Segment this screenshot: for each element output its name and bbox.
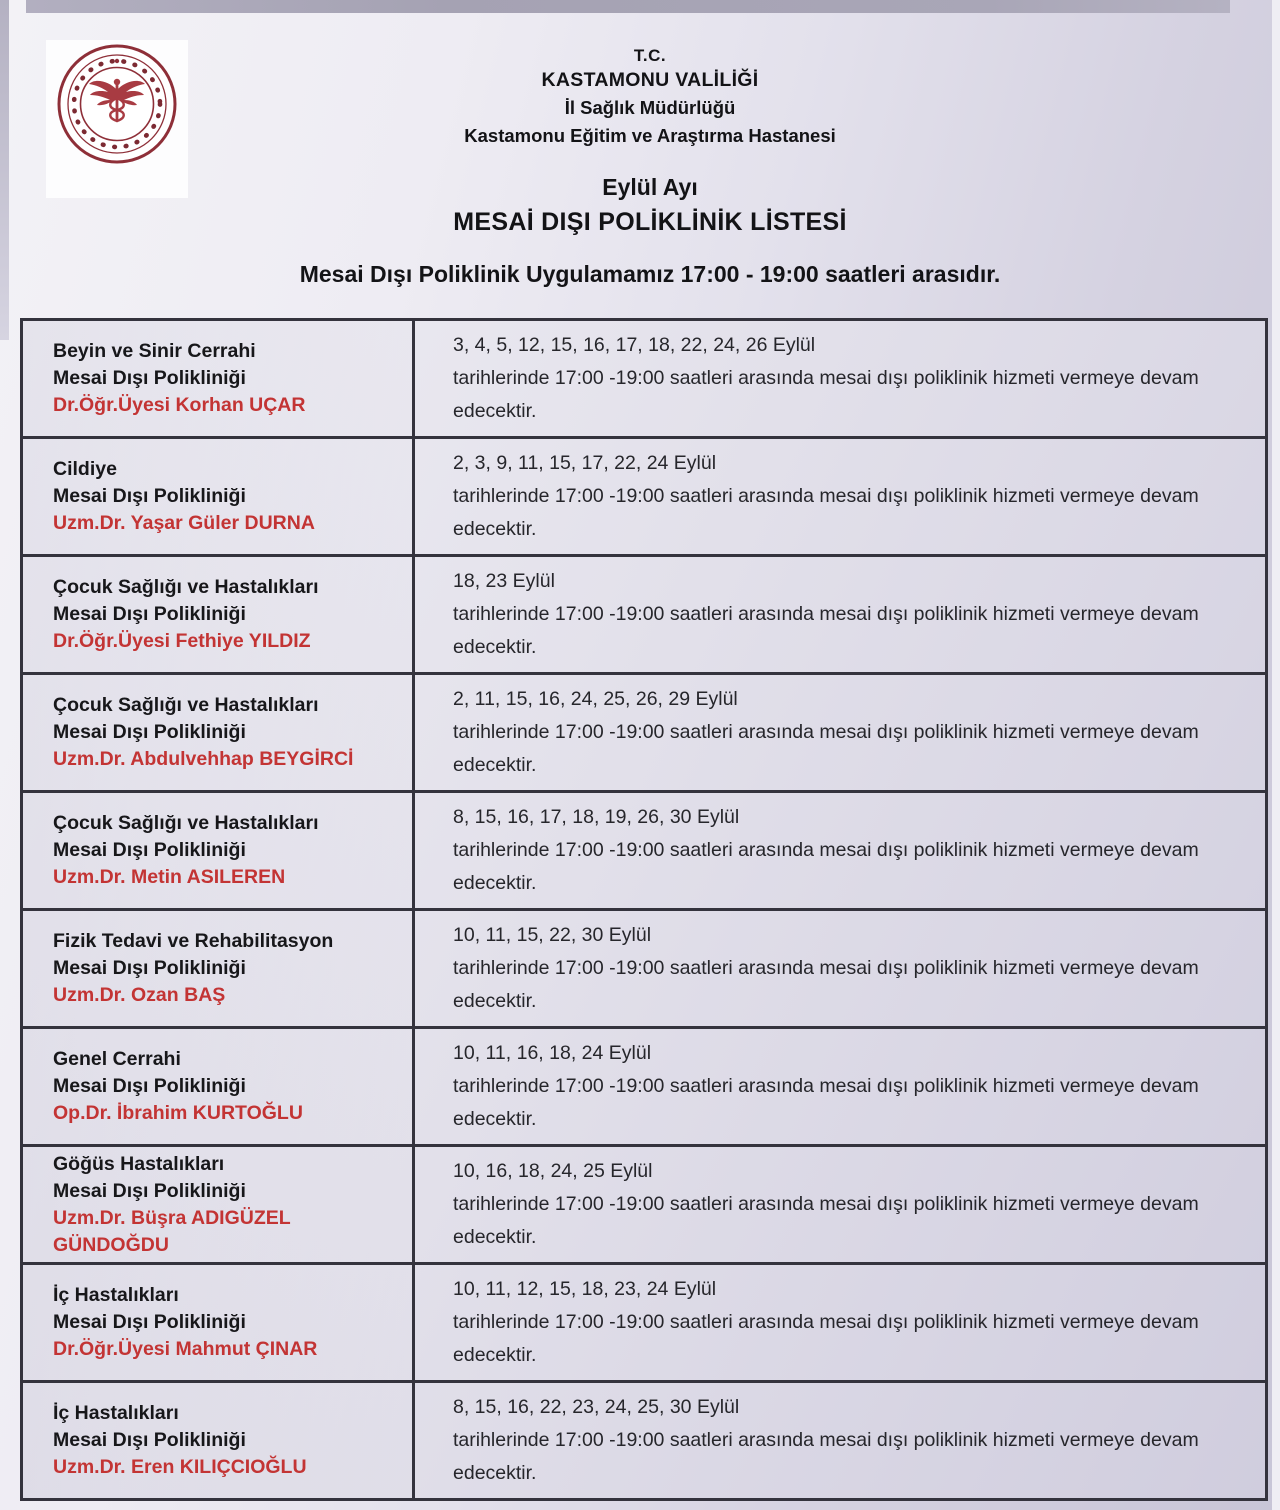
clinic-type-label: Mesai Dışı Polikliniği xyxy=(53,367,246,389)
department-name: Cildiye xyxy=(53,458,117,480)
dates-line: 10, 16, 18, 24, 25 Eylül xyxy=(453,1160,653,1182)
details-text: tarihlerinde 17:00 -19:00 saatleri arasında mesai dışı poliklinik hizmeti vermeye devam edecektir. xyxy=(453,1193,1199,1248)
table-row xyxy=(23,554,1265,672)
department-cell xyxy=(23,675,415,790)
doctor-name: Uzm.Dr. Ozan BAŞ xyxy=(53,984,226,1006)
department-cell xyxy=(23,1147,415,1262)
schedule-cell xyxy=(415,793,1265,908)
letterhead-line-mudurluk: İl Sağlık Müdürlüğü xyxy=(564,97,736,118)
schedule-cell xyxy=(415,1029,1265,1144)
clinic-type-label: Mesai Dışı Polikliniği xyxy=(53,1179,246,1202)
details-text: tarihlerinde 17:00 -19:00 saatleri arasında mesai dışı poliklinik hizmeti vermeye devam edecektir. xyxy=(453,839,1199,894)
department-name: Fizik Tedavi ve Rehabilitasyon xyxy=(53,930,334,952)
schedule-cell xyxy=(415,1383,1265,1498)
doctor-name: Dr.Öğr.Üyesi Korhan UÇAR xyxy=(53,394,306,416)
clinic-type-label: Mesai Dışı Polikliniği xyxy=(53,485,246,507)
schedule-cell xyxy=(415,911,1265,1026)
left-edge-shade xyxy=(0,0,9,340)
doctor-name: Dr.Öğr.Üyesi Fethiye YILDIZ xyxy=(53,630,311,652)
clinic-type-label: Mesai Dışı Polikliniği xyxy=(53,957,246,979)
letterhead-line-valilik: KASTAMONU VALİLİĞİ xyxy=(541,69,759,91)
department-name: Beyin ve Sinir Cerrahi xyxy=(53,340,256,362)
details-text: tarihlerinde 17:00 -19:00 saatleri arasında mesai dışı poliklinik hizmeti vermeye devam edecektir. xyxy=(453,957,1199,1012)
subtitle-hours-note: Mesai Dışı Poliklinik Uygulamamız 17:00 - 19:00 saatleri arasıdır. xyxy=(299,261,1001,287)
doctor-name: Uzm.Dr. Abdulvehhap BEYGİRCİ xyxy=(53,748,354,770)
department-cell xyxy=(23,321,415,436)
clinic-type-label: Mesai Dışı Polikliniği xyxy=(53,603,246,625)
dates-line: 8, 15, 16, 17, 18, 19, 26, 30 Eylül xyxy=(453,806,740,828)
details-text: tarihlerinde 17:00 -19:00 saatleri arasında mesai dışı poliklinik hizmeti vermeye devam edecektir. xyxy=(453,485,1199,540)
doctor-name: Dr.Öğr.Üyesi Mahmut ÇINAR xyxy=(53,1338,318,1360)
details-text: tarihlerinde 17:00 -19:00 saatleri arasında mesai dışı poliklinik hizmeti vermeye devam edecektir. xyxy=(453,1311,1199,1366)
department-name: İç Hastalıkları xyxy=(53,1402,179,1424)
table-row xyxy=(23,908,1265,1026)
schedule-cell xyxy=(415,439,1265,554)
dates-line: 3, 4, 5, 12, 15, 16, 17, 18, 22, 24, 26 Eylül xyxy=(453,334,816,356)
clinic-type-label: Mesai Dışı Polikliniği xyxy=(53,1429,246,1451)
table-row xyxy=(23,1144,1265,1262)
doctor-name: Uzm.Dr. Yaşar Güler DURNA xyxy=(53,512,315,534)
details-text: tarihlerinde 17:00 -19:00 saatleri arasında mesai dışı poliklinik hizmeti vermeye devam edecektir. xyxy=(453,367,1199,422)
details-text: tarihlerinde 17:00 -19:00 saatleri arasında mesai dışı poliklinik hizmeti vermeye devam edecektir. xyxy=(453,1075,1199,1130)
title-month: Eylül Ayı xyxy=(602,174,698,200)
department-cell xyxy=(23,793,415,908)
table-row xyxy=(23,436,1265,554)
department-name: Çocuk Sağlığı ve Hastalıkları xyxy=(53,812,319,834)
department-cell xyxy=(23,557,415,672)
department-name: Çocuk Sağlığı ve Hastalıkları xyxy=(53,576,319,598)
dates-line: 10, 11, 16, 18, 24 Eylül xyxy=(453,1042,652,1064)
details-text: tarihlerinde 17:00 -19:00 saatleri arasında mesai dışı poliklinik hizmeti vermeye devam edecektir. xyxy=(453,603,1199,658)
letterhead-line-hastane: Kastamonu Eğitim ve Araştırma Hastanesi xyxy=(464,125,836,146)
schedule-table xyxy=(20,318,1268,1501)
schedule-cell xyxy=(415,321,1265,436)
department-cell xyxy=(23,439,415,554)
table-row xyxy=(23,1026,1265,1144)
table-row xyxy=(23,672,1265,790)
schedule-cell xyxy=(415,1265,1265,1380)
dates-line: 10, 11, 12, 15, 18, 23, 24 Eylül xyxy=(453,1278,717,1300)
department-name: Genel Cerrahi xyxy=(53,1048,181,1070)
schedule-cell xyxy=(415,1147,1265,1262)
department-cell xyxy=(23,1383,415,1498)
schedule-cell xyxy=(415,675,1265,790)
clinic-type-label: Mesai Dışı Polikliniği xyxy=(53,1311,246,1333)
dates-line: 10, 11, 15, 22, 30 Eylül xyxy=(453,924,652,946)
table-row xyxy=(23,1262,1265,1380)
letterhead xyxy=(10,46,1280,288)
top-strip xyxy=(26,0,1230,13)
doctor-name: Uzm.Dr. Eren KILIÇCIOĞLU xyxy=(53,1456,307,1478)
dates-line: 18, 23 Eylül xyxy=(453,570,555,592)
doctor-name: Op.Dr. İbrahim KURTOĞLU xyxy=(53,1102,303,1124)
department-cell xyxy=(23,1029,415,1144)
schedule-table-body xyxy=(23,321,1265,1498)
dates-line: 8, 15, 16, 22, 23, 24, 25, 30 Eylül xyxy=(453,1396,740,1418)
details-text: tarihlerinde 17:00 -19:00 saatleri arasında mesai dışı poliklinik hizmeti vermeye devam edecektir. xyxy=(453,721,1199,776)
department-cell xyxy=(23,1265,415,1380)
clinic-type-label: Mesai Dışı Polikliniği xyxy=(53,721,246,743)
table-row xyxy=(23,790,1265,908)
schedule-cell xyxy=(415,557,1265,672)
department-cell xyxy=(23,911,415,1026)
page-title: MESAİ DIŞI POLİKLİNİK LİSTESİ xyxy=(453,208,847,236)
doctor-name: Uzm.Dr. Büşra ADIGÜZEL GÜNDOĞDU xyxy=(53,1206,291,1256)
dates-line: 2, 3, 9, 11, 15, 17, 22, 24 Eylül xyxy=(453,452,717,474)
department-name: Göğüs Hastalıkları xyxy=(53,1152,225,1175)
dates-line: 2, 11, 15, 16, 24, 25, 26, 29 Eylül xyxy=(453,688,738,710)
table-row xyxy=(23,321,1265,436)
department-name: Çocuk Sağlığı ve Hastalıkları xyxy=(53,694,319,716)
doctor-name: Uzm.Dr. Metin ASILEREN xyxy=(53,866,286,888)
details-text: tarihlerinde 17:00 -19:00 saatleri arasında mesai dışı poliklinik hizmeti vermeye devam edecektir. xyxy=(453,1429,1199,1484)
department-name: İç Hastalıkları xyxy=(53,1284,179,1306)
letterhead-line-tc: T.C. xyxy=(633,46,667,65)
table-row xyxy=(23,1380,1265,1498)
clinic-type-label: Mesai Dışı Polikliniği xyxy=(53,839,246,861)
clinic-type-label: Mesai Dışı Polikliniği xyxy=(53,1075,246,1097)
